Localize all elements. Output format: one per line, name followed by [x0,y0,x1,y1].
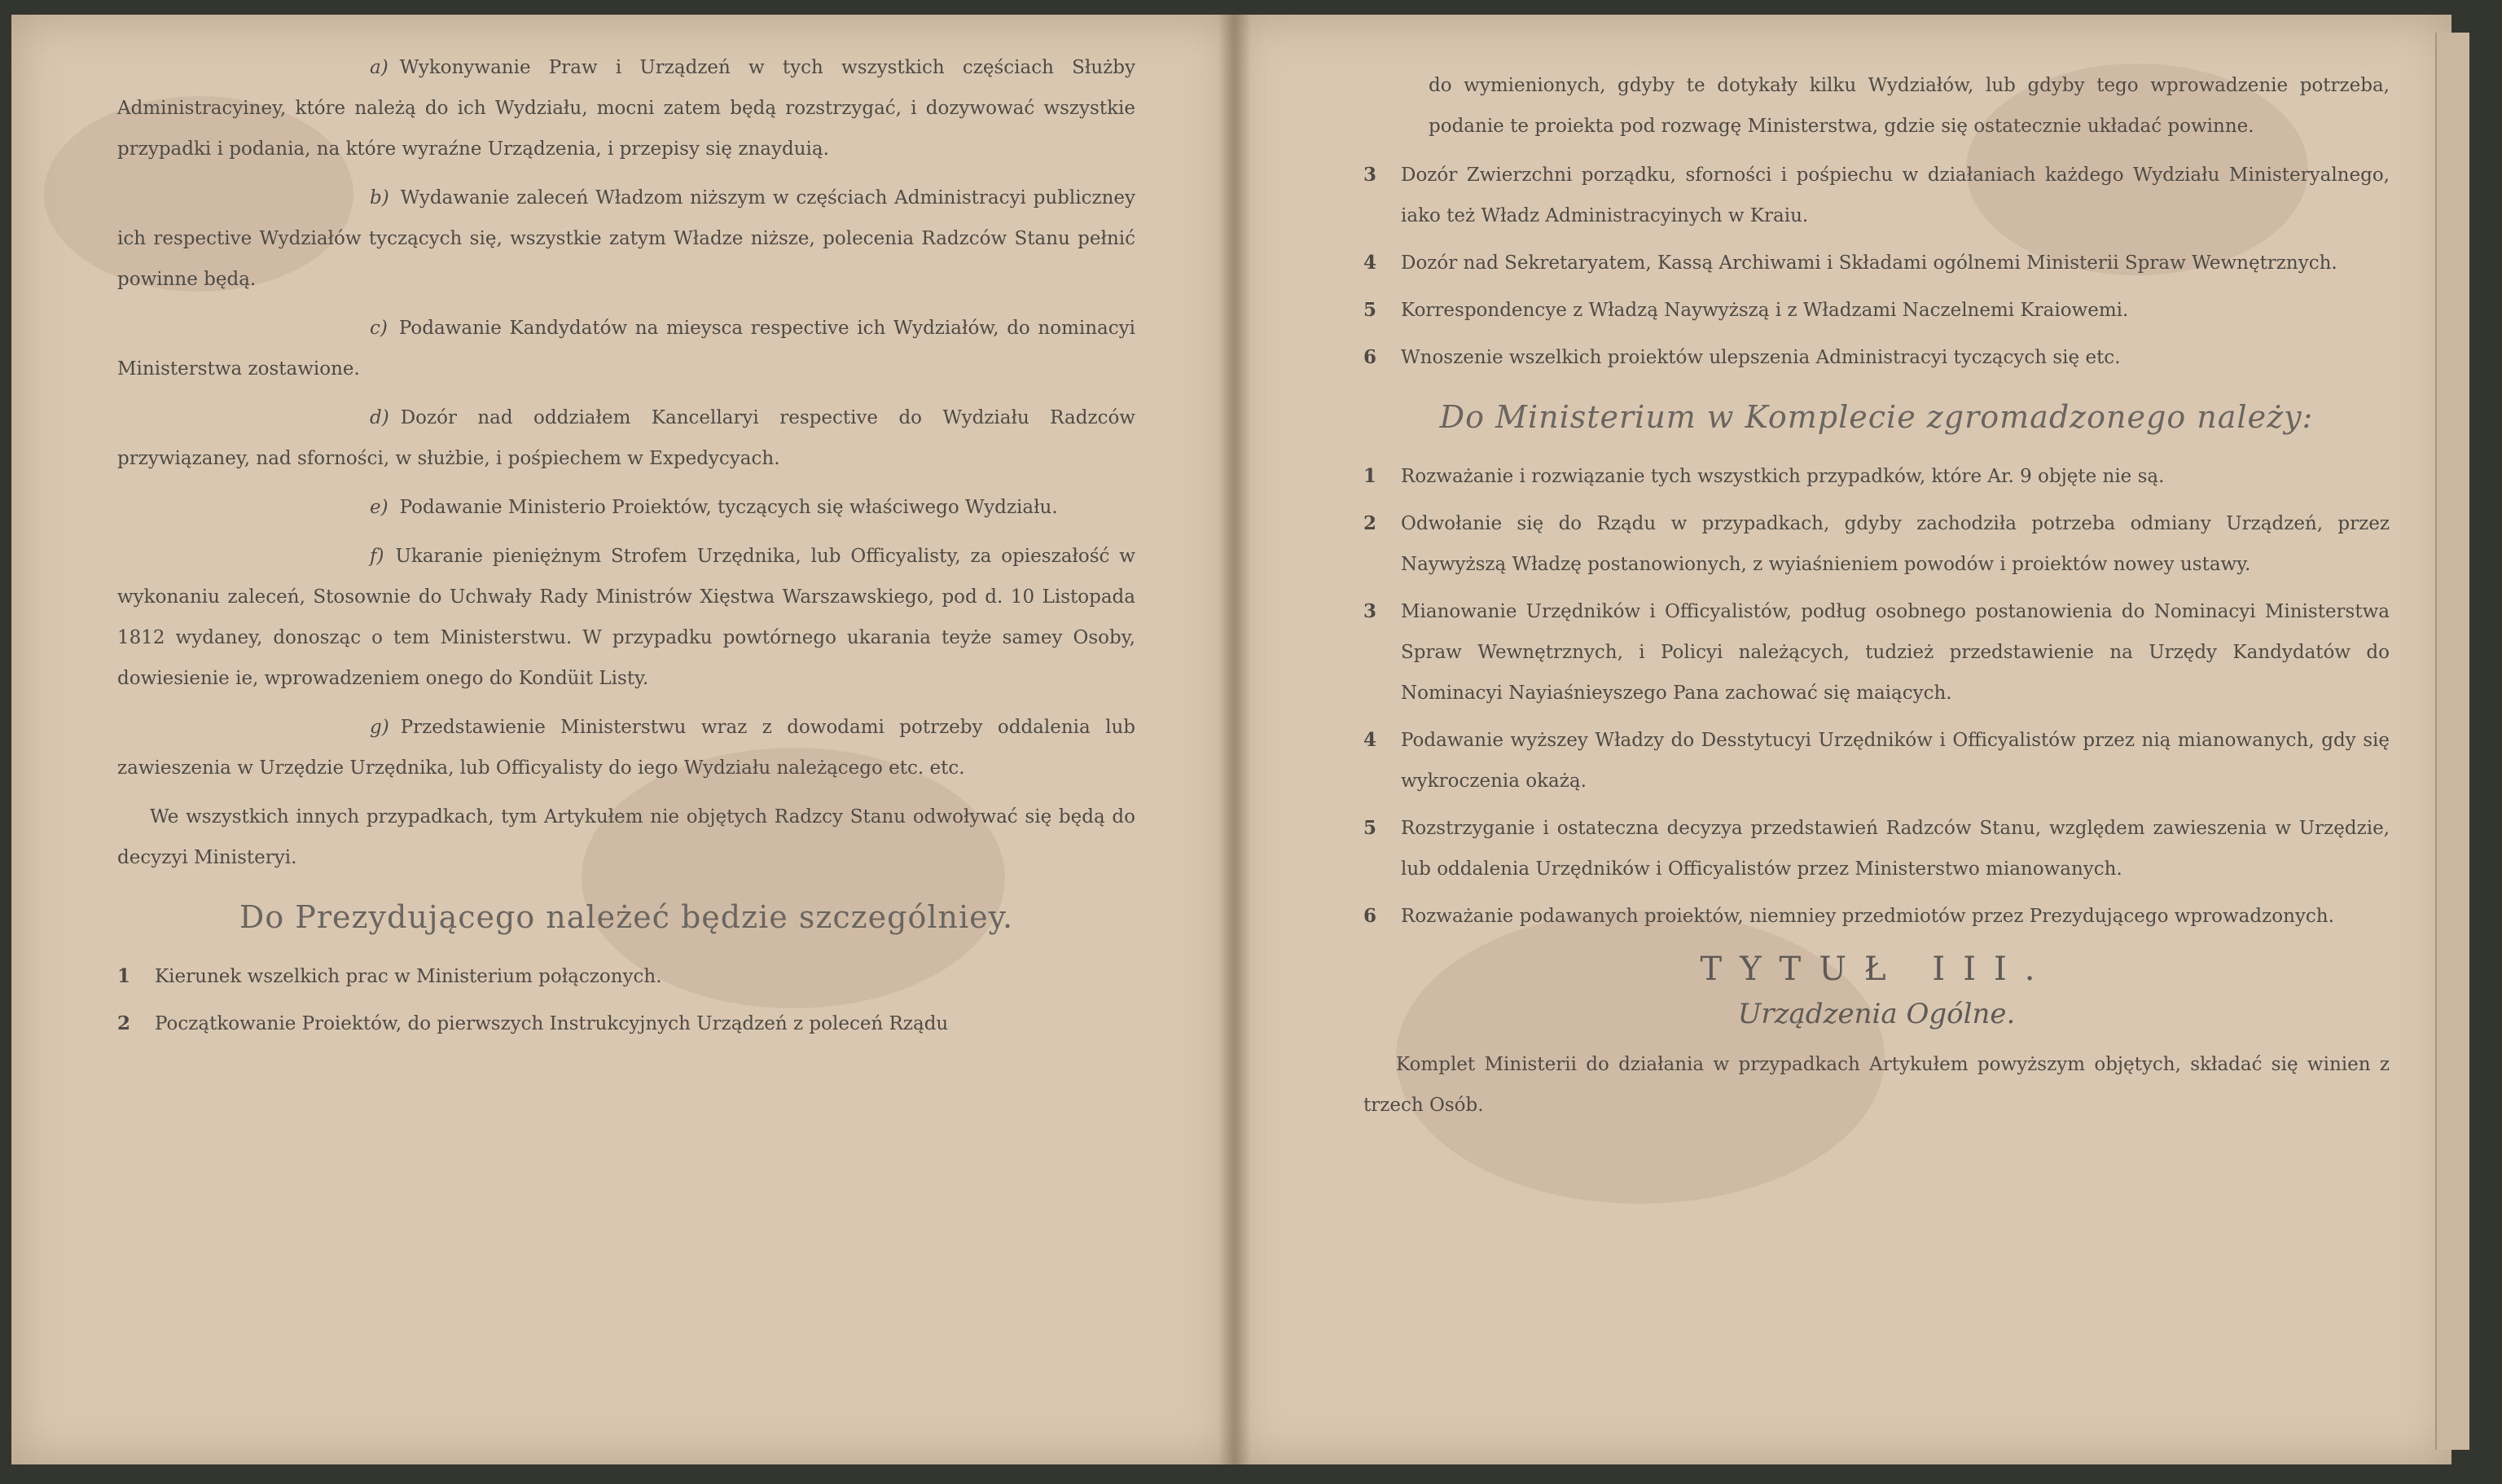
list-item: 6 Wnoszenie wszelkich proiektów ulepszenia Administracyi tyczących się etc. [1363,346,2121,368]
final-paragraph: Komplet Ministerii do działania w przypadkach Artykułem powyższym objętych, składać się winien z trzech Osób. [1363,1054,2390,1116]
paragraph-a: a) Wykonywanie Praw i Urządzeń w tych wszystkich częściach Służby Administracyiney, które należą do ich Wydziału, mocni zatem będą rozstrzygać, i dozywować wszystkie przypadki i podania, na które wyraźne Urządzenia, i przepisy się znayduią. [117,57,1135,160]
list-item: 3 Mianowanie Urzędników i Officyalistów, podług osobnego postanowienia do Nominacyi Ministerstwa Spraw Wewnętrznych, i Policyi należących, tudzież przedstawienie na Urzędy Kandydatów do Nominacyi Nayiaśnieyszego Pana zachować się maiących. [1363,600,2390,704]
subtitle-heading: Urządzenia Ogólne. [1737,998,2016,1030]
paragraph-g: g) Przedstawienie Ministerstwu wraz z dowodami potrzeby oddalenia lub zawieszenia w Urzędzie Urzędnika, lub Officyalisty do iego Wydziału należącego etc. etc. [117,717,1135,779]
section-heading-ministry: Do Ministerium w Komplecie zgromadzonego należy: [1439,399,2314,435]
paragraph-d: d) Dozór nad oddziałem Kancellaryi respective do Wydziału Radzców przywiązaney, nad sforności, w służbie, i pośpiechem w Expedycyach. [117,407,1135,469]
closing-paragraph: We wszystkich innych przypadkach, tym Artykułem nie objętych Radzcy Stanu odwoływać się będą do decyzyi Ministeryi. [117,806,1135,868]
paragraph-c: c) Podawanie Kandydatów na mieysca respective ich Wydziałów, do nominacyi Ministerstwa zostawione. [117,318,1135,380]
presiding-duties-list [117,956,1135,1044]
list-item: 4 Podawanie wyższey Władzy do Desstytucyi Urzędników i Officyalistów przez nią mianowanych, gdy się wykroczenia okażą. [1363,729,2390,792]
list-item: 2 Początkowanie Proiektów, do pierwszych Instrukcyjnych Urządzeń z poleceń Rządu [117,1012,949,1034]
continuation-paragraph: do wymienionych, gdyby te dotykały kilku Wydziałów, lub gdyby tego wprowadzenie potrzeba, podanie te proiekta pod rozwagę Ministerstwa, gdzie się ostatecznie układać powinne. [1429,75,2390,137]
right-page-text [1363,65,2390,1134]
right-page [1233,15,2452,1464]
left-page [11,15,1233,1464]
title-heading: TYTUŁ III. [1700,951,2053,988]
list-item: 4 Dozór nad Sekretaryatem, Kassą Archiwami i Składami ogólnemi Ministerii Spraw Wewnętrznych. [1363,252,2337,274]
list-item: 3 Dozór Zwierzchni porządku, sforności i pośpiechu w działaniach każdego Wydziału Ministeryalnego, iako też Władz Administracyinych w Kraiu. [1363,164,2390,226]
section-heading-presiding: Do Prezydującego należeć będzie szczególniey. [239,899,1014,935]
list-item: 5 Rozstrzyganie i ostateczna decyzya przedstawień Radzców Stanu, względem zawieszenia w Urzędzie, lub oddalenia Urzędników i Officyalistów przez Ministerstwo mianowanych. [1363,817,2390,880]
list-item: 1 Rozważanie i rozwiązanie tych wszystkich przypadków, które Ar. 9 objęte nie są. [1363,465,2165,487]
paragraph-f: f) Ukaranie pieniężnym Strofem Urzędnika, lub Officyalisty, za opieszałość w wykonaniu zaleceń, Stosownie do Uchwały Rady Ministrów Xięstwa Warszawskiego, pod d. 10 Listopada 1812 wydaney, donosząc o tem Ministerstwu. W przypadku powtórnego ukarania teyże samey Osoby, dowiesienie ie, wprowadzeniem onego do Kondüit Listy. [117,546,1135,689]
paragraph-e: e) Podawanie Ministerio Proiektów, tyczących się właściwego Wydziału. [370,497,1058,518]
presiding-duties-list-continued [1363,155,2390,378]
left-page-text [117,47,1135,1051]
list-item: 1 Kierunek wszelkich prac w Ministerium połączonych. [117,965,662,987]
ministry-duties-list [1363,456,2390,937]
book-spine [1218,15,1251,1464]
list-item: 2 Odwołanie się do Rządu w przypadkach, gdyby zachodziła potrzeba odmiany Urządzeń, przez Naywyższą Władzę postanowionych, z wyiaśnieniem powodów i proiektów nowey ustawy. [1363,512,2390,575]
paragraph-b: b) Wydawanie zaleceń Władzom niższym w częściach Administracyi publiczney ich respective Wydziałów tyczących się, wszystkie zatym Władze niższe, polecenia Radzców Stanu pełnić powinne będą. [117,187,1135,290]
list-item: 6 Rozważanie podawanych proiektów, niemniey przedmiotów przez Prezydującego wprowadzonych. [1363,905,2334,927]
page-edge [2435,33,2469,1450]
list-item: 5 Korrespondencye z Władzą Naywyższą i z Władzami Naczelnemi Kraiowemi. [1363,299,2129,321]
